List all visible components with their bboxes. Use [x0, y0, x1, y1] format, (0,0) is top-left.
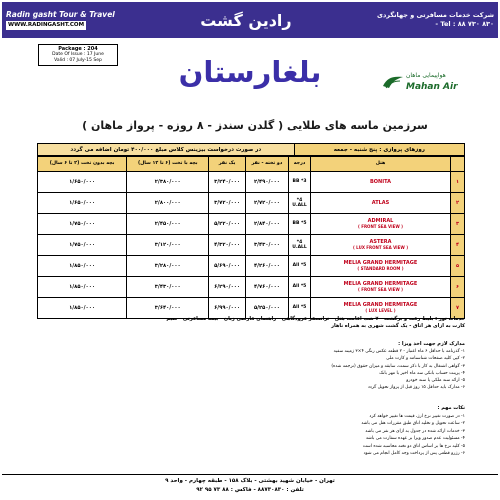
row-index: ۵: [451, 256, 465, 277]
hotel-cell: [311, 256, 451, 277]
hotel-room-type: ( FRONT SEA VIEW ): [358, 224, 403, 229]
footer: [2, 474, 498, 496]
column-header: [451, 157, 465, 172]
price-double: ۴/۲۶۰/۰۰۰: [245, 256, 288, 277]
contact-block: [377, 11, 494, 29]
table-row: [38, 193, 465, 214]
price-child-bed: ۳/۲۸۰/۰۰۰: [127, 256, 209, 277]
hotel-name: MELIA GRAND HERMITAGE: [343, 281, 418, 287]
column-header: یک نفر: [209, 157, 246, 172]
price-child-nobed: ۱/۸۵۰/۰۰۰: [38, 298, 127, 319]
hotel-room-type: ( LUX FRONT SEA VIEW ): [352, 245, 409, 250]
header-banner: [2, 2, 498, 38]
docs-title: مدارک لازم جهت اخذ ویزا :: [398, 341, 465, 347]
visa-documents: [190, 341, 465, 391]
table-row: [38, 256, 465, 277]
company-fa: شرکت خدمات مسافرتی و جهانگردی: [376, 11, 494, 19]
table-row: [38, 214, 465, 235]
business-class-note: در صورت درخواست بیزینس کلاس مبلغ ۴۰۰/۰۰۰ تومان اضافه می گردد: [38, 144, 294, 155]
hotel-name: BONITA: [370, 179, 391, 185]
price-double: ۲/۸۴۰/۰۰۰: [245, 214, 288, 235]
hotel-cell: [311, 235, 451, 256]
price-child-bed: ۳/۱۲۰/۰۰۰: [127, 235, 209, 256]
notes-line: ۶- رزرو قطعی پس از پرداخت وجه کامل انجام می شود: [363, 451, 465, 456]
package-box: [38, 44, 118, 66]
column-header: بچه با تخت (۶ تا ۱۲ سال): [127, 157, 209, 172]
row-index: ۷: [451, 298, 465, 319]
hotel-grade: 5* All: [289, 256, 311, 277]
hotel-grade: 3* BB: [289, 172, 311, 193]
column-header: بچه بدون تخت (۲ تا ۶ سال): [38, 157, 127, 172]
brand-block: [6, 10, 115, 30]
tour-subtitle: سرزمین ماسه های طلایی ( گلدن سندز - ۸ روزه - پرواز ماهان ): [82, 119, 428, 132]
country-title: بلغارستان: [178, 55, 322, 89]
price-child-bed: ۲/۴۵۰/۰۰۰: [127, 214, 209, 235]
package-number: Package : 204: [58, 46, 98, 52]
airline-name-en: Mahan Air: [406, 82, 458, 92]
price-single: ۳/۷۲۰/۰۰۰: [209, 193, 246, 214]
hotel-name: ASTERA: [369, 239, 392, 245]
price-single: ۶/۲۹۰/۰۰۰: [209, 277, 246, 298]
docs-line: ۲- کپی کلیه صفحات شناسنامه و کارت ملی: [386, 356, 465, 362]
website-link[interactable]: WWW.RADINGASHT.COM: [8, 22, 85, 28]
price-single: ۵/۲۲۰/۰۰۰: [209, 214, 246, 235]
table-row: [38, 172, 465, 193]
price-table: [37, 156, 465, 319]
brand-fa: رادین گشت: [200, 10, 292, 30]
price-double: ۲/۴۹۰/۰۰۰: [245, 172, 288, 193]
docs-line: ۱- گذرنامه با حداقل ۶ ماه اعتبار - ۲ قطعه عکس رنگی ۴×۳ زمینه سفید: [333, 349, 465, 355]
price-child-nobed: ۱/۶۵۰/۰۰۰: [38, 172, 127, 193]
footer-address: تهران - خیابان شهید بهشتی - بلاک ۱۵۸ - طبقه چهارم - واحد ۹: [165, 478, 335, 484]
services-line: خدمات تور : بلیط رفت و برگشت - ۷ شب اقامت هتل - ترانسفر فرودگاهی - راهنمای فارسی زبان - بیمه مسافرتی - سیم: [166, 316, 465, 322]
hotel-room-type: ( FRONT SEA VIEW ): [358, 287, 403, 292]
column-header: دو تخته - نفر: [245, 157, 288, 172]
docs-line: ۶- مدارک باید حداقل ۱۵ روز قبل از پرواز تحویل گردد: [367, 385, 465, 391]
hotel-room-type: ( LUX LEVEL ): [365, 308, 396, 313]
docs-line: ۴- پرینت حساب بانکی سه ماه اخیر با مهر بانک: [379, 370, 465, 376]
airline-logo: [380, 70, 460, 100]
airline-name-fa: هواپیمایی ماهان: [406, 72, 446, 79]
notes-line: ۴- مسئولیت عدم صدور ویزا بر عهده سفارت می باشد: [365, 436, 465, 441]
price-child-bed: ۲/۸۰۰/۰۰۰: [127, 193, 209, 214]
hotel-name: ATLAS: [371, 200, 390, 206]
price-single: ۴/۳۲۰/۰۰۰: [209, 235, 246, 256]
price-double: ۲/۷۲۰/۰۰۰: [245, 193, 288, 214]
flight-days: روزهای پروازی : پنج شنبه - جمعه: [294, 144, 464, 155]
issue-date: Date Of Issue : 17 June: [52, 52, 104, 57]
price-child-nobed: ۱/۶۵۰/۰۰۰: [38, 193, 127, 214]
price-double: ۵/۲۵۰/۰۰۰: [245, 298, 288, 319]
telephone: Tel : ۸۸ ۷۳۰ ۸۳۰ -: [435, 20, 494, 28]
price-child-bed: ۳/۶۴۰/۰۰۰: [127, 298, 209, 319]
hotel-grade: 4* U.ALL: [289, 193, 311, 214]
column-header: درجه: [289, 157, 311, 172]
row-index: ۲: [451, 193, 465, 214]
price-double: ۳/۴۳۰/۰۰۰: [245, 235, 288, 256]
price-child-bed: ۲/۳۸۰/۰۰۰: [127, 172, 209, 193]
row-index: ۴: [451, 235, 465, 256]
hotel-name: ADMIRAL: [367, 218, 394, 224]
notes-line: ۵- کلیه نرخ ها بر اساس اتاق دو تخته محاسبه شده است: [362, 443, 465, 449]
notes-line: ۲- ساعت تحویل و تخلیه اتاق طبق مقررات هتل می باشد: [361, 421, 465, 426]
hotel-cell: [311, 193, 451, 214]
hotel-grade: 5* BB: [289, 214, 311, 235]
price-single: ۶/۹۹۰/۰۰۰: [209, 298, 246, 319]
price-double: ۴/۷۶۰/۰۰۰: [245, 277, 288, 298]
price-child-nobed: ۱/۸۵۰/۰۰۰: [38, 277, 127, 298]
price-single: ۵/۶۹۰/۰۰۰: [209, 256, 246, 277]
hotel-grade: 4* U.ALL: [289, 235, 311, 256]
hotel-room-type: ( STANDARD ROOM ): [357, 266, 404, 271]
hotel-grade: 5* All: [289, 277, 311, 298]
docs-line: ۳- گواهی اشتغال به کار با ذکر سمت، سابقه و میزان حقوق (ترجمه شده): [331, 363, 465, 369]
table-header-row: [38, 157, 465, 172]
price-child-nobed: ۱/۸۵۰/۰۰۰: [38, 256, 127, 277]
row-index: ۱: [451, 172, 465, 193]
footer-phones: تلفن : ۸۸۷۳۰۸۳۰ - فاکس : ۸۸ ۷۳ ۹۵ ۹۲: [196, 487, 304, 493]
notes-title: نکات مهم :: [437, 405, 465, 411]
hotel-name: MELIA GRAND HERMITAGE: [343, 260, 418, 266]
row-index: ۶: [451, 277, 465, 298]
tour-services: [37, 316, 465, 330]
brand-en: Radin gasht Tour & Travel: [6, 10, 115, 19]
notes-line: ۳- خدمات ارائه شده در جدول به ازای هر نفر می باشد: [365, 428, 465, 434]
hotel-cell: [311, 172, 451, 193]
valid-dates: Valid : 07 July-15 Sep: [54, 58, 102, 63]
hotel-grade: 5* All: [289, 298, 311, 319]
table-row: [38, 235, 465, 256]
bird-icon: [382, 74, 404, 90]
table-row: [38, 277, 465, 298]
hotel-cell: [311, 277, 451, 298]
price-child-bed: ۳/۴۳۰/۰۰۰: [127, 277, 209, 298]
price-child-nobed: ۱/۷۵۰/۰۰۰: [38, 235, 127, 256]
row-index: ۳: [451, 214, 465, 235]
services-line: کارت به ازای هر اتاق - یک گشت شهری به همراه ناهار: [331, 323, 465, 329]
column-header: هتل: [311, 157, 451, 172]
notes-line: ۱- در صورت تغییر نرخ ارز، قیمت ها تغییر خواهد کرد: [369, 413, 465, 419]
important-notes: [200, 405, 465, 458]
hotel-name: MELIA GRAND HERMITAGE: [343, 302, 418, 308]
price-single: ۳/۲۴۰/۰۰۰: [209, 172, 246, 193]
info-row: [37, 143, 465, 156]
price-child-nobed: ۱/۷۵۰/۰۰۰: [38, 214, 127, 235]
docs-line: ۵- ارائه سند ملکی یا سند خودرو: [406, 378, 465, 384]
hotel-cell: [311, 214, 451, 235]
